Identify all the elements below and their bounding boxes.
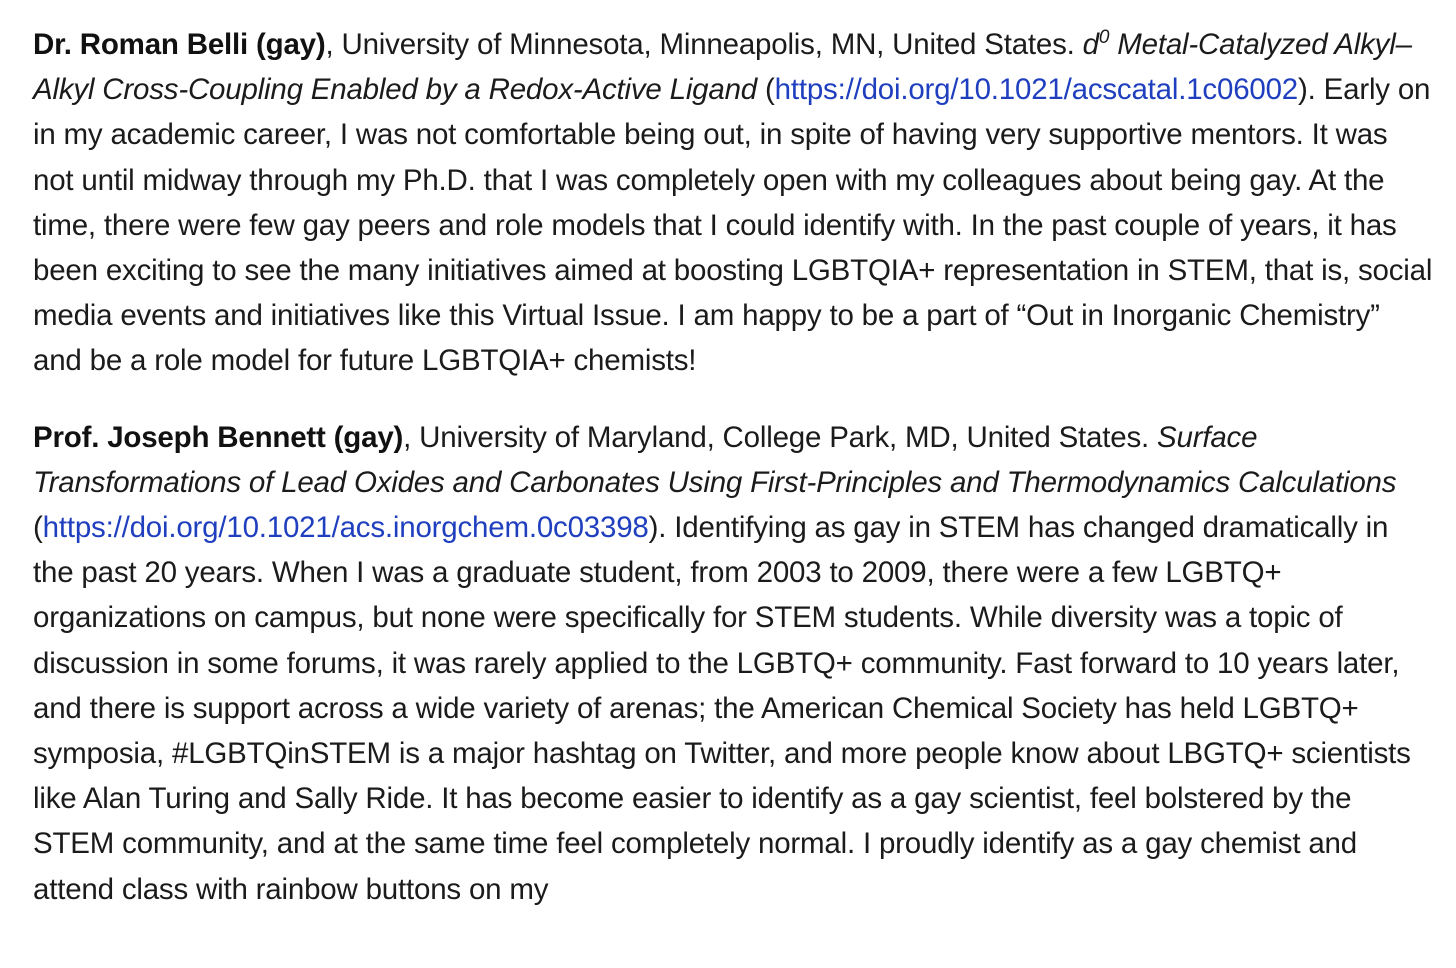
- contributor-name: Dr. Roman Belli (gay): [33, 28, 326, 61]
- paper-title: Surface Transformations of Lead Oxides and Carbonates Using First-Principles and Thermodynamics Calculations: [33, 420, 1397, 499]
- paper-title-prefix: d: [1082, 28, 1099, 61]
- doi-link[interactable]: https://doi.org/10.1021/acscatal.1c06002: [774, 73, 1299, 107]
- contributor-affiliation: , University of Maryland, College Park, MD, United States.: [403, 420, 1158, 454]
- contributor-affiliation: , University of Minnesota, Minneapolis, MN, United States.: [325, 28, 1083, 61]
- paper-title-rest: Metal-Catalyzed Alkyl–Alkyl Cross-Coupling Enabled by a Redox-Active Ligand: [33, 28, 1412, 107]
- article-body: [33, 22, 1433, 943]
- contributor-entry-belli: [33, 22, 1433, 384]
- contributor-name: Prof. Joseph Bennett (gay): [33, 420, 404, 454]
- statement-text: ). Early on in my academic career, I was not comfortable being out, in spite of having very supportive mentors. It was not until midway through my Ph.D. that I was completely open with my colleagues about being gay. At the time, there were few gay peers and role models that I could identify with. In the past couple of years, it has been exciting to see the many initiatives aimed at boosting LGBTQIA+ representation in STEM, that is, social media events and initiatives like this Virtual Issue. I am happy to be a part of “Out in Inorganic Chemistry” and be a role model for future LGBTQIA+ chemists!: [33, 73, 1433, 378]
- open-paren: (: [757, 73, 775, 107]
- statement-text: ). Identifying as gay in STEM has changed dramatically in the past 20 years. When I was a graduate student, from 2003 to 2009, there were a few LGBTQ+ organizations on campus, but none were specifically for STEM students. While diversity was a topic of discussion in some forums, it was rarely applied to the LGBTQ+ community. Fast forward to 10 years later, and there is support across a wide variety of arenas; the American Chemical Society has held LGBTQ+ symposia, #LGBTQinSTEM is a major hashtag on Twitter, and more people know about LBGTQ+ scientists like Alan Turing and Sally Ride. It has become easier to identify as a gay scientist, feel bolstered by the STEM community, and at the same time feel completely normal. I proudly identify as a gay chemist and attend class with rainbow buttons on my: [33, 511, 1411, 906]
- open-paren: (: [33, 511, 43, 545]
- doi-link[interactable]: https://doi.org/10.1021/acs.inorgchem.0c03398: [42, 511, 649, 545]
- paper-title-superscript: 0: [1098, 27, 1110, 48]
- contributor-entry-bennett: [33, 415, 1433, 912]
